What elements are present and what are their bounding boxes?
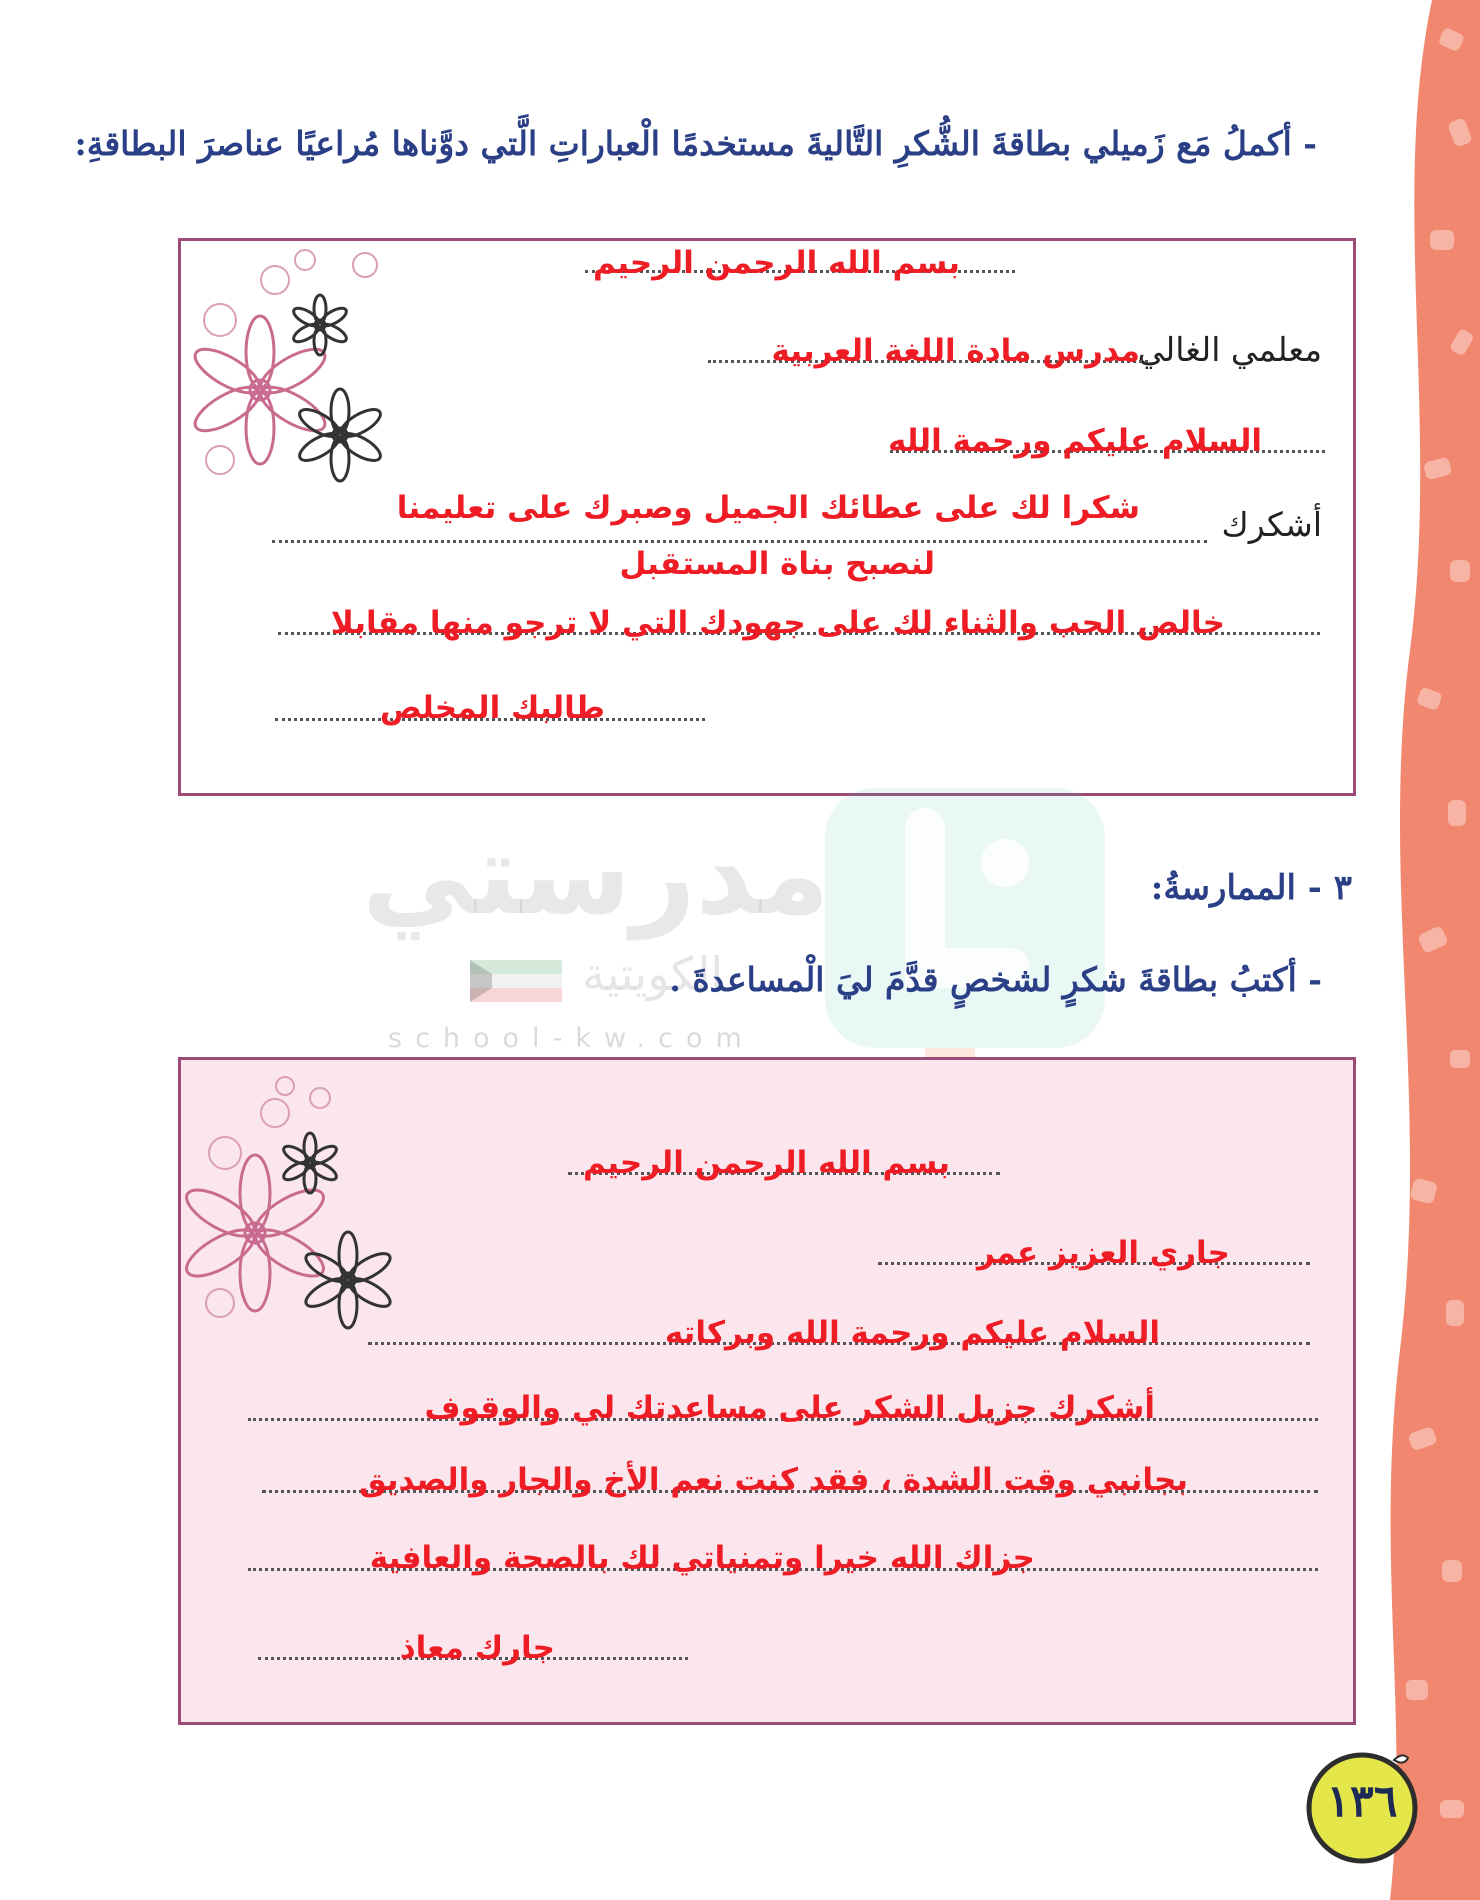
card2-signature-answer: جارك معاذ	[399, 1630, 555, 1666]
watermark-url: school-kw.com	[388, 1023, 755, 1054]
instruction-write-card: - أكتبُ بطاقةَ شكرٍ لشخصٍ قدَّمَ ليَ الْمساعدةَ .	[669, 960, 1322, 999]
card2-line4-answer: أشكرك جزيل الشكر على مساعدتك لي والوقوف	[424, 1390, 1155, 1426]
card1-thanks-label: أشكرك	[1221, 505, 1322, 544]
card1-line4-dots	[272, 540, 1207, 543]
card1-line1-answer: بسم الله الرحمن الرحيم	[592, 245, 960, 281]
flower-decoration-icon	[180, 240, 400, 490]
card2-line3-answer: السلام عليكم ورحمة الله وبركاته	[664, 1315, 1160, 1351]
section-heading-practice: ٣ - الممارسةُ:	[1150, 868, 1352, 908]
card2-line1-answer: بسم الله الرحمن الرحيم	[582, 1145, 950, 1181]
card1-line5-answer: خالص الحب والثناء لك على جهودك التي لا ترجو منها مقابلا	[330, 605, 1225, 641]
card2-line5-answer: بجانبي وقت الشدة ، فقد كنت نعم الأخ والجار والصديق	[358, 1462, 1188, 1498]
card1-signature-answer: طالبك المخلص	[379, 690, 605, 726]
card2-line6-answer: جزاك الله خيرا وتمنياتي لك بالصحة والعافية	[369, 1540, 1035, 1576]
page-number: ١٣٦	[1326, 1776, 1398, 1827]
card2-line2-answer: جاري العزيز عمر	[976, 1235, 1230, 1271]
card1-greeting-answer: مدرس مادة اللغة العربية	[771, 333, 1140, 369]
card1-thanks-answer-2: لنصبح بناة المستقبل	[619, 546, 935, 582]
side-ribbon-decoration	[1370, 0, 1480, 1900]
flower-decoration-icon	[180, 1068, 410, 1338]
instruction-complete-card: - أكملُ مَع زَميلي بطاقةَ الشُّكرِ التَّاليةَ مستخدمًا الْعباراتِ الَّتي دوَّناها مُراعيًا عناصرَ البطاقةِ:	[74, 124, 1317, 163]
card1-greeting-label: معلمي الغالي	[1137, 330, 1322, 369]
card1-thanks-answer-1: شكرا لك على عطائك الجميل وصبرك على تعليمنا	[396, 490, 1140, 526]
watermark-title: مدرستي	[362, 810, 830, 940]
kuwait-flag-icon	[470, 960, 562, 1002]
card1-line3-answer: السلام عليكم ورحمة الله	[887, 423, 1262, 459]
watermark-subtitle: الكويتية	[582, 947, 724, 1001]
